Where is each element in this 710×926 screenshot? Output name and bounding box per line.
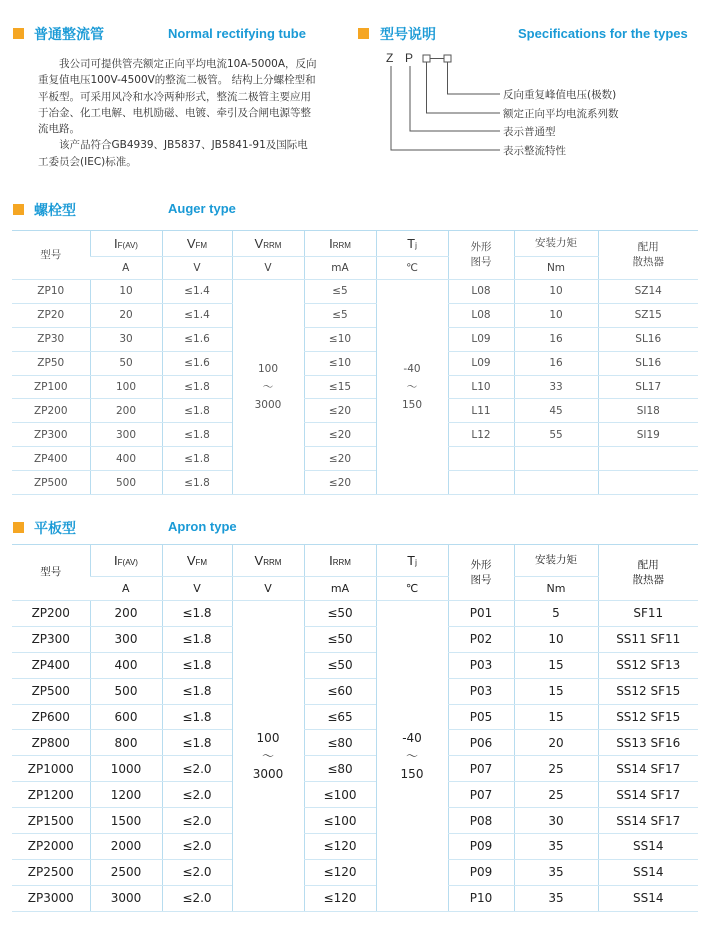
apron-cell-heatsink: SS14 SF17 xyxy=(598,808,698,834)
auger-header-vrrm xyxy=(232,231,304,257)
spec-box-voltage xyxy=(444,55,451,62)
apron-table xyxy=(12,544,698,912)
section-title-auger-en: Auger type xyxy=(168,201,236,216)
apron-cell-heatsink: SS14 xyxy=(598,885,698,911)
section-title-normal-en: Normal rectifying tube xyxy=(168,26,306,41)
apron-vrrm-to: 3000 xyxy=(252,766,284,781)
apron-cell-outline: P10 xyxy=(448,885,514,911)
auger-cell-outline: L10 xyxy=(448,375,514,399)
auger-cell-outline xyxy=(448,447,514,471)
table-row xyxy=(12,678,698,704)
table-row xyxy=(12,303,698,327)
auger-header-tj xyxy=(376,231,448,257)
auger-cell-irrm: ≤20 xyxy=(304,423,376,447)
apron-cell-torque: 5 xyxy=(514,601,598,627)
section-title-auger-cn: 螺栓型 xyxy=(34,203,76,219)
auger-cell-irrm: ≤5 xyxy=(304,280,376,304)
apron-cell-irrm: ≤120 xyxy=(304,834,376,860)
auger-cell-torque: 10 xyxy=(514,303,598,327)
spec-code-p: P xyxy=(405,51,414,65)
auger-cell-if: 300 xyxy=(90,423,162,447)
apron-cell-vfm: ≤1.8 xyxy=(162,601,232,627)
auger-vrrm-from: 100 xyxy=(257,363,279,375)
apron-header-model: 型号 xyxy=(12,545,90,601)
apron-header-tj-symbol: T xyxy=(407,553,416,568)
apron-cell-torque: 15 xyxy=(514,678,598,704)
auger-header-vfm-symbol: V xyxy=(186,236,196,251)
apron-header-unit-if: A xyxy=(90,577,162,601)
apron-cell-outline: P02 xyxy=(448,626,514,652)
section-title-normal-cn: 普通整流管 xyxy=(34,27,104,43)
apron-cell-if: 800 xyxy=(90,730,162,756)
auger-cell-torque: 55 xyxy=(514,423,598,447)
spec-label-rectify: 表示整流特性 xyxy=(503,145,566,157)
table-row xyxy=(12,447,698,471)
table-row xyxy=(12,351,698,375)
auger-header-vrrm-symbol: V xyxy=(254,236,264,251)
apron-vrrm-tilde: ～ xyxy=(261,748,274,763)
auger-cell-outline: L09 xyxy=(448,351,514,375)
auger-vrrm-tilde: ～ xyxy=(262,381,274,393)
apron-cell-outline: P08 xyxy=(448,808,514,834)
auger-cell-model: ZP30 xyxy=(12,327,90,351)
auger-header-unit-torque: Nm xyxy=(514,257,598,280)
apron-cell-heatsink: SS13 SF16 xyxy=(598,730,698,756)
apron-cell-vrrm xyxy=(232,601,304,912)
apron-header-heatsink xyxy=(598,545,698,601)
apron-cell-irrm: ≤100 xyxy=(304,782,376,808)
auger-cell-torque xyxy=(514,471,598,495)
auger-cell-model: ZP100 xyxy=(12,375,90,399)
table-row xyxy=(12,730,698,756)
auger-cell-irrm: ≤10 xyxy=(304,327,376,351)
table-row xyxy=(12,280,698,304)
auger-cell-if: 50 xyxy=(90,351,162,375)
apron-cell-heatsink: SS12 SF15 xyxy=(598,704,698,730)
auger-cell-torque xyxy=(514,447,598,471)
apron-cell-model: ZP600 xyxy=(12,704,90,730)
table-row xyxy=(12,652,698,678)
apron-cell-vfm: ≤2.0 xyxy=(162,808,232,834)
auger-cell-model: ZP500 xyxy=(12,471,90,495)
auger-cell-heatsink: SI18 xyxy=(598,399,698,423)
auger-cell-irrm: ≤15 xyxy=(304,375,376,399)
apron-cell-outline: P03 xyxy=(448,652,514,678)
auger-header-vfm xyxy=(162,231,232,257)
auger-cell-model: ZP50 xyxy=(12,351,90,375)
auger-cell-if: 10 xyxy=(90,280,162,304)
auger-header-if xyxy=(90,231,162,257)
auger-cell-if: 400 xyxy=(90,447,162,471)
auger-cell-vfm: ≤1.6 xyxy=(162,351,232,375)
auger-header-irrm-subscript: RRM xyxy=(332,241,351,250)
auger-header-irrm-symbol: I xyxy=(329,236,333,251)
section-title-spec-en: Specifications for the types xyxy=(518,26,688,41)
auger-header-if-subscript: F(AV) xyxy=(117,241,138,250)
auger-cell-model: ZP200 xyxy=(12,399,90,423)
auger-cell-if: 20 xyxy=(90,303,162,327)
intro-paragraph-2: 该产品符合GB4939、JB5837、JB5841-91及国际电工委员会(IEC)标准。 xyxy=(38,139,308,168)
spec-box-current xyxy=(423,55,430,62)
auger-cell-vfm: ≤1.8 xyxy=(162,447,232,471)
apron-cell-torque: 35 xyxy=(514,859,598,885)
table-row xyxy=(12,885,698,911)
apron-header-heatsink-2: 散热器 xyxy=(632,573,664,586)
auger-header-unit-vfm: V xyxy=(162,257,232,280)
apron-cell-model: ZP3000 xyxy=(12,885,90,911)
apron-cell-if: 1500 xyxy=(90,808,162,834)
auger-cell-vfm: ≤1.4 xyxy=(162,280,232,304)
apron-cell-tj xyxy=(376,601,448,912)
apron-cell-if: 300 xyxy=(90,626,162,652)
auger-cell-irrm: ≤10 xyxy=(304,351,376,375)
auger-cell-if: 500 xyxy=(90,471,162,495)
table-row xyxy=(12,808,698,834)
table-row xyxy=(12,859,698,885)
intro-paragraph-1: 我公司可提供管壳额定正向平均电流10A-5000A，反向重复值电压100V-4500V的整流二极管。 结构上分螺栓型和平板型。可采用风冷和水冷两种形式，整流二极管主要应用于冶金、化工电解、电机励磁、电镀、牵引及合闸电源等整流电路。 xyxy=(38,58,317,136)
auger-cell-vrrm xyxy=(232,280,304,495)
auger-header-vrrm-subscript: RRM xyxy=(263,241,282,250)
auger-tj-tilde: ～ xyxy=(406,381,418,393)
auger-header-row-1 xyxy=(12,231,698,257)
apron-cell-heatsink: SS14 SF17 xyxy=(598,756,698,782)
spec-label-normal-type: 表示普通型 xyxy=(503,126,556,138)
apron-cell-irrm: ≤100 xyxy=(304,808,376,834)
auger-header-outline xyxy=(448,231,514,280)
apron-cell-vfm: ≤2.0 xyxy=(162,885,232,911)
apron-cell-model: ZP2000 xyxy=(12,834,90,860)
apron-cell-irrm: ≤65 xyxy=(304,704,376,730)
table-row xyxy=(12,601,698,627)
auger-cell-outline: L09 xyxy=(448,327,514,351)
table-row xyxy=(12,626,698,652)
auger-header-outline-2: 图号 xyxy=(470,256,492,268)
apron-cell-outline: P09 xyxy=(448,834,514,860)
table-row xyxy=(12,399,698,423)
auger-header-unit-vrrm: V xyxy=(232,257,304,280)
table-row xyxy=(12,471,698,495)
apron-cell-outline: P01 xyxy=(448,601,514,627)
auger-cell-model: ZP300 xyxy=(12,423,90,447)
auger-tj-from: -40 xyxy=(403,363,421,375)
auger-cell-torque: 33 xyxy=(514,375,598,399)
apron-header-outline xyxy=(448,545,514,601)
apron-cell-vfm: ≤2.0 xyxy=(162,834,232,860)
auger-cell-vfm: ≤1.8 xyxy=(162,399,232,423)
section-title-spec-cn: 型号说明 xyxy=(380,27,436,43)
apron-cell-vfm: ≤1.8 xyxy=(162,730,232,756)
apron-cell-vfm: ≤1.8 xyxy=(162,626,232,652)
apron-cell-irrm: ≤50 xyxy=(304,626,376,652)
apron-cell-outline: P03 xyxy=(448,678,514,704)
apron-cell-vfm: ≤1.8 xyxy=(162,678,232,704)
apron-cell-outline: P07 xyxy=(448,782,514,808)
auger-cell-model: ZP20 xyxy=(12,303,90,327)
apron-cell-torque: 15 xyxy=(514,652,598,678)
apron-cell-torque: 35 xyxy=(514,834,598,860)
apron-tj-tilde: ～ xyxy=(405,748,418,763)
auger-cell-heatsink: SI19 xyxy=(598,423,698,447)
auger-cell-heatsink: SL17 xyxy=(598,375,698,399)
section-title-apron-en: Apron type xyxy=(168,519,237,534)
apron-cell-model: ZP1200 xyxy=(12,782,90,808)
auger-cell-tj xyxy=(376,280,448,495)
auger-cell-vfm: ≤1.6 xyxy=(162,327,232,351)
apron-cell-vfm: ≤1.8 xyxy=(162,704,232,730)
apron-header-unit-vfm: V xyxy=(162,577,232,601)
apron-header-unit-irrm: mA xyxy=(304,577,376,601)
auger-header-unit-if: A xyxy=(90,257,162,280)
apron-cell-irrm: ≤50 xyxy=(304,601,376,627)
apron-cell-model: ZP1000 xyxy=(12,756,90,782)
auger-cell-heatsink xyxy=(598,471,698,495)
auger-vrrm-to: 3000 xyxy=(254,399,282,411)
apron-cell-model: ZP200 xyxy=(12,601,90,627)
auger-cell-outline xyxy=(448,471,514,495)
apron-cell-heatsink: SS11 SF11 xyxy=(598,626,698,652)
apron-cell-heatsink: SS12 SF15 xyxy=(598,678,698,704)
auger-header-heatsink-1: 配用 xyxy=(637,241,659,253)
apron-cell-if: 600 xyxy=(90,704,162,730)
auger-cell-if: 30 xyxy=(90,327,162,351)
auger-cell-if: 200 xyxy=(90,399,162,423)
apron-cell-torque: 20 xyxy=(514,730,598,756)
apron-cell-model: ZP500 xyxy=(12,678,90,704)
auger-cell-outline: L11 xyxy=(448,399,514,423)
auger-tj-to: 150 xyxy=(401,399,423,411)
apron-cell-model: ZP300 xyxy=(12,626,90,652)
apron-header-vrrm xyxy=(232,545,304,577)
apron-cell-if: 1200 xyxy=(90,782,162,808)
apron-cell-model: ZP400 xyxy=(12,652,90,678)
auger-cell-torque: 45 xyxy=(514,399,598,423)
apron-header-row-2 xyxy=(12,577,698,601)
apron-cell-if: 500 xyxy=(90,678,162,704)
auger-header-row-2 xyxy=(12,257,698,280)
auger-header-outline-1: 外形 xyxy=(470,241,492,253)
apron-cell-heatsink: SS12 SF13 xyxy=(598,652,698,678)
apron-vrrm-from: 100 xyxy=(256,730,280,745)
apron-header-if xyxy=(90,545,162,577)
auger-cell-heatsink: SL16 xyxy=(598,351,698,375)
auger-cell-torque: 16 xyxy=(514,351,598,375)
apron-cell-if: 2000 xyxy=(90,834,162,860)
apron-tj-to: 150 xyxy=(400,766,424,781)
apron-cell-irrm: ≤80 xyxy=(304,756,376,782)
auger-header-torque: 安装力矩 xyxy=(514,231,598,257)
apron-header-irrm xyxy=(304,545,376,577)
spec-code-z: Z xyxy=(386,51,394,65)
apron-cell-torque: 35 xyxy=(514,885,598,911)
apron-header-unit-tj: ℃ xyxy=(376,577,448,601)
apron-cell-torque: 30 xyxy=(514,808,598,834)
auger-cell-if: 100 xyxy=(90,375,162,399)
auger-cell-heatsink: SL16 xyxy=(598,327,698,351)
apron-cell-irrm: ≤120 xyxy=(304,859,376,885)
apron-cell-torque: 25 xyxy=(514,782,598,808)
apron-header-unit-torque: Nm xyxy=(514,577,598,601)
apron-cell-if: 2500 xyxy=(90,859,162,885)
apron-header-heatsink-1: 配用 xyxy=(637,558,659,571)
auger-cell-irrm: ≤20 xyxy=(304,399,376,423)
apron-header-vrrm-subscript: RRM xyxy=(263,558,282,567)
apron-cell-if: 200 xyxy=(90,601,162,627)
apron-cell-if: 400 xyxy=(90,652,162,678)
apron-tj-from: -40 xyxy=(402,730,422,745)
auger-header-tj-subscript: j xyxy=(415,241,417,250)
spec-label-current: 额定正向平均电流系列数 xyxy=(503,108,619,120)
auger-table xyxy=(12,230,698,495)
apron-cell-if: 1000 xyxy=(90,756,162,782)
auger-header-heatsink xyxy=(598,231,698,280)
apron-header-outline-2: 图号 xyxy=(470,573,492,586)
apron-header-outline-1: 外形 xyxy=(470,558,492,571)
apron-cell-irrm: ≤50 xyxy=(304,652,376,678)
apron-cell-heatsink: SS14 xyxy=(598,859,698,885)
auger-cell-vfm: ≤1.8 xyxy=(162,471,232,495)
section-title-apron-cn: 平板型 xyxy=(34,521,76,537)
apron-cell-torque: 15 xyxy=(514,704,598,730)
apron-cell-model: ZP800 xyxy=(12,730,90,756)
auger-cell-torque: 10 xyxy=(514,280,598,304)
apron-cell-vfm: ≤2.0 xyxy=(162,859,232,885)
auger-header-heatsink-2: 散热器 xyxy=(632,256,664,268)
apron-cell-outline: P07 xyxy=(448,756,514,782)
apron-header-tj xyxy=(376,545,448,577)
apron-cell-heatsink: SS14 xyxy=(598,834,698,860)
table-row xyxy=(12,756,698,782)
auger-cell-outline: L08 xyxy=(448,280,514,304)
apron-header-unit-vrrm: V xyxy=(232,577,304,601)
auger-cell-model: ZP10 xyxy=(12,280,90,304)
apron-cell-irrm: ≤120 xyxy=(304,885,376,911)
apron-cell-model: ZP2500 xyxy=(12,859,90,885)
auger-cell-heatsink: SZ15 xyxy=(598,303,698,327)
auger-header-tj-symbol: T xyxy=(407,236,416,251)
table-row xyxy=(12,782,698,808)
apron-header-if-symbol: I xyxy=(114,553,118,568)
auger-header-if-symbol: I xyxy=(114,236,118,251)
apron-header-irrm-symbol: I xyxy=(329,553,333,568)
auger-cell-irrm: ≤5 xyxy=(304,303,376,327)
apron-cell-torque: 25 xyxy=(514,756,598,782)
auger-cell-outline: L08 xyxy=(448,303,514,327)
apron-cell-heatsink: SS14 SF17 xyxy=(598,782,698,808)
auger-cell-vfm: ≤1.8 xyxy=(162,423,232,447)
apron-header-if-subscript: F(AV) xyxy=(117,558,138,567)
section-marker-apron xyxy=(13,522,24,533)
auger-cell-vfm: ≤1.8 xyxy=(162,375,232,399)
auger-cell-outline: L12 xyxy=(448,423,514,447)
apron-cell-vfm: ≤1.8 xyxy=(162,652,232,678)
apron-cell-model: ZP1500 xyxy=(12,808,90,834)
auger-cell-irrm: ≤20 xyxy=(304,471,376,495)
apron-header-vfm-symbol: V xyxy=(186,553,196,568)
table-row xyxy=(12,327,698,351)
apron-header-row-1 xyxy=(12,545,698,577)
auger-header-irrm xyxy=(304,231,376,257)
apron-cell-irrm: ≤80 xyxy=(304,730,376,756)
auger-cell-heatsink: SZ14 xyxy=(598,280,698,304)
auger-cell-torque: 16 xyxy=(514,327,598,351)
auger-cell-vfm: ≤1.4 xyxy=(162,303,232,327)
auger-header-model: 型号 xyxy=(12,231,90,280)
section-marker-auger xyxy=(13,204,24,215)
spec-label-voltage: 反向重复峰值电压(极数) xyxy=(503,89,617,101)
table-row xyxy=(12,423,698,447)
apron-header-torque: 安装力矩 xyxy=(514,545,598,577)
auger-cell-model: ZP400 xyxy=(12,447,90,471)
apron-cell-heatsink: SF11 xyxy=(598,601,698,627)
apron-header-irrm-subscript: RRM xyxy=(332,558,351,567)
apron-cell-outline: P06 xyxy=(448,730,514,756)
apron-cell-outline: P05 xyxy=(448,704,514,730)
apron-header-vrrm-symbol: V xyxy=(254,553,264,568)
auger-cell-irrm: ≤20 xyxy=(304,447,376,471)
apron-cell-irrm: ≤60 xyxy=(304,678,376,704)
table-row xyxy=(12,375,698,399)
apron-cell-vfm: ≤2.0 xyxy=(162,782,232,808)
auger-header-unit-tj: ℃ xyxy=(376,257,448,280)
apron-cell-vfm: ≤2.0 xyxy=(162,756,232,782)
apron-cell-torque: 10 xyxy=(514,626,598,652)
auger-header-unit-irrm: mA xyxy=(304,257,376,280)
table-row xyxy=(12,704,698,730)
table-row xyxy=(12,834,698,860)
apron-cell-if: 3000 xyxy=(90,885,162,911)
apron-cell-outline: P09 xyxy=(448,859,514,885)
apron-header-vfm-subscript: FM xyxy=(195,558,208,567)
apron-header-tj-subscript: j xyxy=(415,558,417,567)
apron-header-vfm xyxy=(162,545,232,577)
auger-cell-heatsink xyxy=(598,447,698,471)
auger-header-vfm-subscript: FM xyxy=(195,241,208,250)
